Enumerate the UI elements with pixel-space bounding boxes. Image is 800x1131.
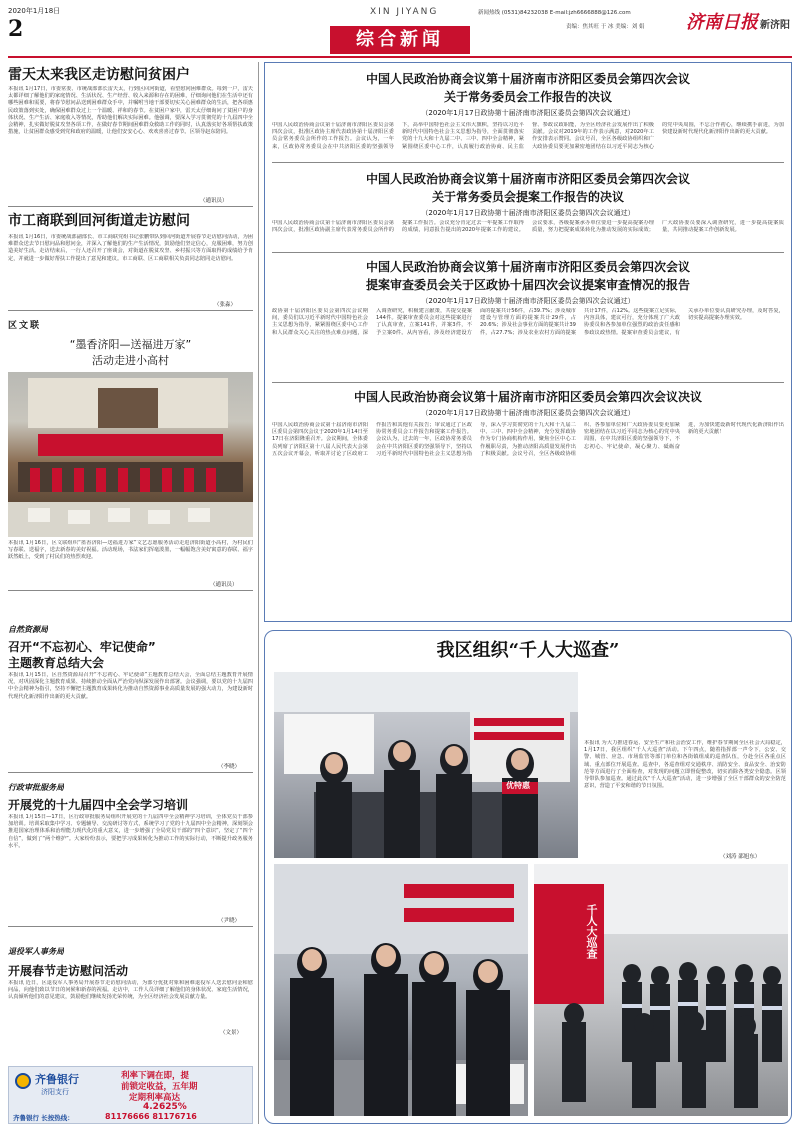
masthead-hotline: 新闻热线 (0531)84232038 E-mail:jzh6666888@126.com [478,10,631,16]
article-title-4a: 召开“不忘初心、牢记使命” [8,640,156,654]
bank-name: 齐鲁银行 [35,1073,79,1086]
masthead-editors: 责编：焦其旺 于 冰 美编：刘 娟 [566,24,645,30]
column-divider [258,62,259,1124]
shop-sign: 优特惠 [506,781,530,790]
section-banner: 综合新闻 [330,26,470,54]
page-number: 2 [8,16,24,42]
article-title-3a: “墨香济阳—送福进万家” [69,338,192,351]
bank-branch: 济阳支行 [41,1088,69,1096]
article-title-4b: 主题教育总结大会 [8,656,105,670]
ad-phone-label: 齐鲁银行 长按热线： [13,1114,74,1122]
article-byline-1: （通讯员） [200,198,228,204]
separator [8,206,253,207]
resolution-subtitle-2: （2020年1月17日政协第十届济南市济阳区委员会第四次会议通过） [421,209,635,217]
article-body-4: 本报讯 1月15日，区自然资源局召开“不忘初心、牢记使命”主题教育总结大会，全面总结主题教育开展情况，对巩固深化主题教育成果、持续推动全面从严治党向纵深发展作出部署。会议强调，要以党的十九届四中全会精神为指引，坚持不懈把主题教育成果转化为推动自然资源事业高质量发展的强大动力，为建设新时代现代化新济阳作出新的更大贡献。 [8,672,253,700]
feature-title: 我区组织“千人大巡查” [436,640,620,661]
masthead-rule [8,56,792,58]
feature-body: 本报讯 为大力推进春运、安全生产和社会治安工作，维护春节期间全区社会大局稳定，1月17日，我区组织“千人大巡查”活动。下午四点，随着指挥部一声令下，公安、交警、城管、应急、市场监管等部门单位和各街镇组成的巡查队伍，分赴全区各重点区域、重点部位开展巡查。巡查中，各巡查组对交通秩序、消防安全、食品安全、治安防范等方面进行了全面检查，对发现的问题立即督促整改，切实消除各类安全隐患。区领导带队参加巡查。通过此次“千人大巡查”活动，进一步增强了全区干部群众的安全防范意识，营造了平安和谐的节日氛围。 [584,740,786,790]
resolution-subtitle-1: （2020年1月17日政协第十届济南市济阳区委员会第四次会议通过） [421,109,635,117]
separator [8,590,253,591]
resolution-title-2a: 中国人民政治协商会议第十届济南市济阳区委员会第四次会议 [365,172,690,186]
ad-rate: 4.2625% [143,1102,187,1112]
article-body-5: 本报讯 1月15日—17日，区行政审批服务局组织开展党的十九届四中全会精神学习培训，全体党员干部参加培训。培训采取集中学习、专题辅导、交流研讨等方式，系统学习了党的十九届四中全会精神，深刻领会推进国家治理体系和治理能力现代化的重大意义，进一步增强了全局党员干部的“四个意识”，坚定了“四个自信”，做到了“两个维护”。大家纷纷表示，要把学习成果转化为推动工作的实际行动，不断提升政务服务水平。 [8,814,253,849]
masthead-pinyin: XIN JIYANG [370,7,439,17]
article-byline-6: （文景） [220,1030,243,1036]
separator [8,310,253,311]
article-byline-4: （李晓） [218,764,241,770]
resolution-title-4: 中国人民政治协商会议第十届济南市济阳区委员会第四次会议决议 [353,390,702,404]
article-kicker-6: 退役军人事务局 [8,947,64,956]
article-body-1: 本报讯 1月17日，市委常委、市统战部部长雷天太，行到区回河街道，看望慰问困难群众。每到一户，雷天太都详细了解他们的家庭情况、生活状况、生产经营、收入来源和存在的困难，仔细询问他们在生活中还有哪些困难和需要，将春节慰问品送到困难群众手中，并嘱咐当地干部要切实关心困难群众的生活，把各项惠民政策落到实处，确保困难群众过上一个温暖、祥和的春节。在贫困户家中，雷天太仔细询问了贫困户的身体状况、生产生活、家庭收入等情况，帮助他们解决实际困难。他强调，要深入学习贯彻党的十九届四中全会精神，扎实做好脱贫攻坚各项工作，在做好春节期间困难群众救助工作的同时，认真落实好各项帮扶政策措施，让贫困群众感受到党和政府的温暖，让他们安安心心、欢欢喜喜过春节。区领导赵东陪同。 [8,86,253,136]
article-title-2: 市工商联到回河街道走访慰问 [8,213,190,229]
ad-line-2: 前锁定收益，五年期 [121,1082,198,1092]
article-body-2: 本报讯 1月16日，市委统战部副部长、市工商联党组书记张鹏带队到回河街道开展春节走访慰问活动，为困难群众送去节日慰问品和慰问金，并深入了解他们的生产生活情况，鼓励他们坚定信心，克服困难，努力创造美好生活。走访结束后，一行人还召开了座谈会，对街道在脱贫攻坚、乡村振兴等方面取得的成绩给予肯定，并就进一步做好帮扶工作提出了意见和建议。市工商联、区工商联相关负责同志陪同走访慰问。 [8,234,253,262]
separator [272,162,784,163]
ad-phones: 81176666 81176716 [105,1112,197,1121]
resolution-subtitle-3: （2020年1月17日政协第十届济南市济阳区委员会第四次会议通过） [421,297,635,305]
ad-line-3: 定期利率高达 [129,1093,181,1103]
ad-line-1: 利率下调在即，提 [121,1071,190,1081]
article-title-6: 开展春节走访慰问活动 [8,964,129,978]
resolution-title-3a: 中国人民政治协商会议第十届济南市济阳区委员会第四次会议 [365,260,690,274]
bank-advertisement [8,1066,253,1124]
resolution-body-2: 中国人民政治协商会议第十届济南市济阳区委员会第四次会议，批准区政协副主席代表常务委员会所作的提案工作报告。会议充分肯定过去一年提案工作取得的成绩，同意报告提出的2020年提案工作的建议。会议要求，各级提案承办单位要进一步提高提案办理质量，努力把提案成果转化为推动发展的实际成效；广大政协委员要深入调查研究，进一步提高提案质量，共同推动提案工作创新发展。 [272,220,784,234]
article-byline-2: （张淼） [214,302,237,308]
article-title-3b: 活动走进小高村 [92,354,169,367]
article-body-3: 本报讯 1月16日，区文联组织“墨香济阳—送福进万家”文艺志愿服务活动走进济阳街道小高村，为村民们写春联、送福字，送去新春的美好祝福。活动现场，书法家们挥毫泼墨，一幅幅饱含美好寓意的春联、福字跃然纸上，受到了村民们的热烈欢迎。 [8,540,253,561]
calligraphy-event-photo [8,372,253,537]
article-title-5: 开展党的十九届四中全会学习培训 [8,798,189,812]
inspection-photo-desk [274,864,528,1116]
inspection-photo-indoor [274,672,578,858]
article-byline-5: （尹晓） [218,918,241,924]
separator [272,252,784,253]
separator [272,382,784,383]
event-banner: 千人大巡查 [585,904,598,959]
resolution-body-3: 政协第十届济阳区委员会第四次会议期间，委员们以习近平新时代中国特色社会主义思想为指导，紧紧围绕区委中心工作和人民群众关心关注的热点难点问题，深入调查研究，积极建言献策，共提交提案144件。提案审查委员会对这些提案进行了认真审查，立案141件，并案3件，不予立案0件。从内容看，涉及经济建设方面的提案共计56件，占39.7%；涉及城市建设与管理方面的提案共计29件，占20.6%；涉及社会事业方面的提案共计39件，占27.7%；涉及农业农村方面的提案共计17件，占12%。这些提案立足实际，内容具体，建议可行，充分体现了广大政协委员和各参加单位强烈的政治责任感和参政议政热情。提案审查委员会建议，有关承办单位要认真研究办理，及时答复，切实提高提案办理实效。 [272,308,784,336]
page-date: 2020年1月18日 [8,7,61,15]
bank-logo-icon [15,1073,31,1089]
resolution-body-1: 中国人民政治协商会议第十届济南市济阳区委员会第四次会议，批准区政协主席代表政协第十届济阳区委员会常务委员会所作的工作报告。会议认为，一年来，区政协常务委员会在中共济阳区委的坚强领导下，高举中国特色社会主义伟大旗帜，坚持以习近平新时代中国特色社会主义思想为指导，全面贯彻落实党的十九大和十九届二中、三中、四中全会精神，紧紧围绕区委中心工作，认真履行政治协商、民主监督、参政议政职能，为全区经济社会发展作出了积极贡献。会议对2019年的工作表示满意，对2020年工作安排表示赞同。会议号召，全区各级政协组织和广大政协委员要更加紧密地团结在以习近平同志为核心的党中央周围，不忘合作初心，继续携手前进，为加快建设新时代现代化新济阳作出新的更大贡献。 [272,122,784,150]
inspection-photo-assembly [534,864,788,1116]
separator [8,772,253,773]
article-byline-3: （通讯员） [210,582,238,588]
resolution-body-4: 中国人民政治协商会议第十届济南市济阳区委员会第四次会议于2020年1月14日至17日在济阳隆重召开。会议期间，全体委员列席了济阳区第十八届人民代表大会第五次会议开幕会，听取并讨论了区政府工作报告和其他有关报告；审议通过了区政协常务委员会工作报告和提案工作报告。会议认为，过去的一年，区政协常务委员会在中共济阳区委的坚强领导下，坚持以习近平新时代中国特色社会主义思想为指导，深入学习贯彻党的十九大和十九届二中、三中、四中全会精神，充分发挥政协作为专门协商机构作用，聚焦全区中心工作履职尽责，为推动济阳高质量发展作出了积极贡献。会议号召，全区各级政协组织、各参加单位和广大政协委员要更加紧密地团结在以习近平同志为核心的党中央周围，在中共济阳区委的坚强领导下，不忘初心、牢记使命，凝心聚力、砥砺奋进，为加快建设新时代现代化新济阳作出新的更大贡献！ [272,422,784,457]
resolution-title-1b: 关于常务委员会工作报告的决议 [443,90,612,104]
newspaper-logo: 济南日报 新济阳 [686,12,790,33]
article-body-6: 本报讯 近日，区退役军人事务局开展春节走访慰问活动，为部分优抚对象和困难退役军人送去慰问金和慰问品，向他们致以节日的问候和新春的祝福。走访中，工作人员详细了解他们的身体状况、家庭生活情况，认真倾听他们的意见建议，鼓励他们继续发扬光荣传统，为全区经济社会发展贡献力量。 [8,980,253,1001]
article-title-1: 雷天太来我区走访慰问贫困户 [8,67,190,83]
resolution-subtitle-4: （2020年1月17日政协第十届济南市济阳区委员会第四次会议通过） [421,409,635,417]
resolution-title-1a: 中国人民政治协商会议第十届济南市济阳区委员会第四次会议 [365,72,690,86]
article-kicker-4: 自然资源局 [8,625,48,634]
resolution-title-2b: 关于常务委员会提案工作报告的决议 [431,190,624,204]
feature-byline: （刘涛 邵旭东） [720,854,761,860]
resolution-title-3b: 提案审查委员会关于区政协十届四次会议提案审查情况的报告 [365,278,690,292]
article-kicker-3: 区文联 [8,321,42,331]
separator [8,926,253,927]
article-kicker-5: 行政审批服务局 [8,783,64,792]
